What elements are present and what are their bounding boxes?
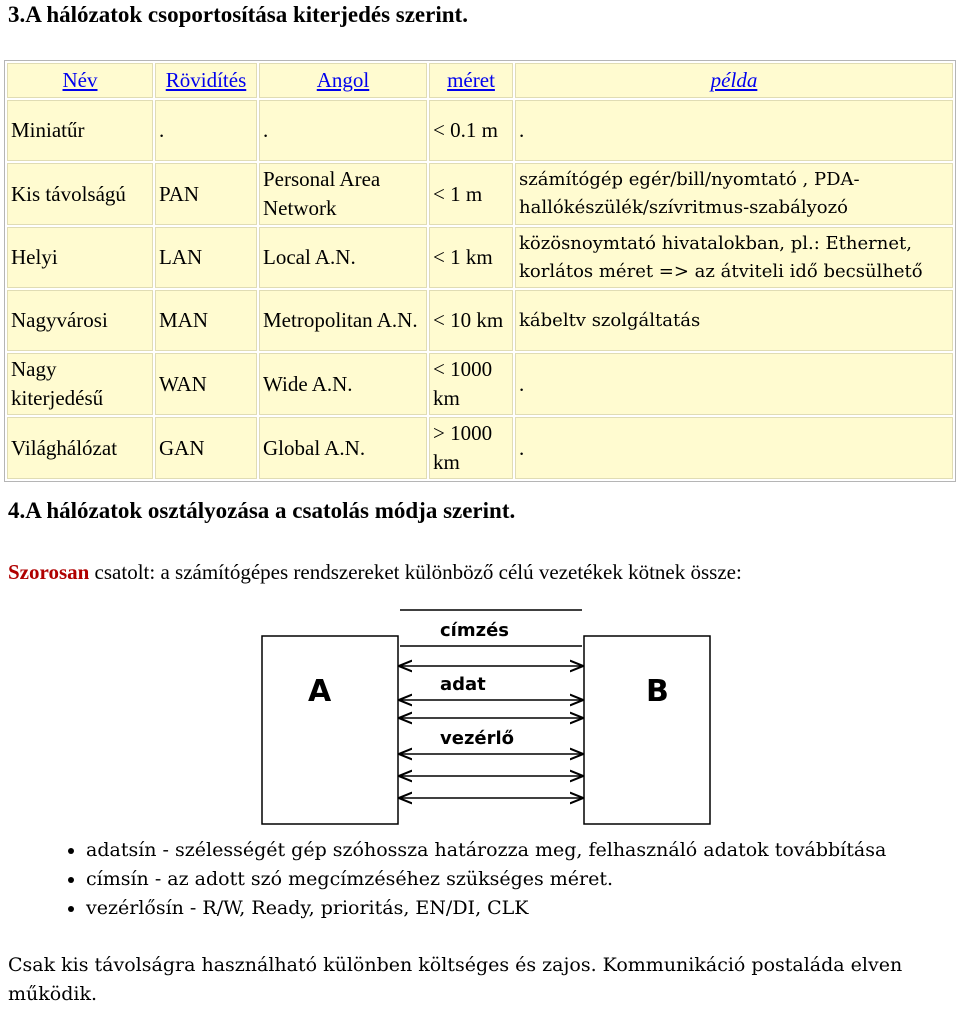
cell-size: < 10 km — [429, 290, 513, 351]
cell-example: számítógép egér/bill/nyomtató , PDA-hallókészülék/szívritmus-szabályozó — [515, 163, 953, 225]
section-4-title: 4.A hálózatok osztályozása a csatolás módja szerint. — [8, 498, 516, 523]
intro-text: csatolt: a számítógépes rendszereket különböző célú vezetékek kötnek össze: — [89, 560, 742, 584]
header-english[interactable] — [259, 63, 427, 98]
table-row — [7, 227, 953, 288]
box-a — [262, 636, 398, 824]
table-row — [7, 353, 953, 415]
list-item: • címsín - az adott szó megcímzéséhez szükséges méret. — [86, 865, 886, 894]
cell-example: kábeltv szolgáltatás — [515, 290, 953, 351]
list-item: • adatsín - szélességét gép szóhossza határozza meg, felhasználó adatok továbbítása — [86, 836, 886, 865]
header-size-link[interactable]: méret — [447, 68, 495, 92]
box-a-label: A — [308, 674, 332, 709]
bus-diagram — [232, 602, 716, 830]
cell-english: Wide A.N. — [259, 353, 427, 415]
cell-size: > 1000 km — [429, 417, 513, 479]
header-abbr-link[interactable]: Rövidítés — [165, 68, 247, 92]
cell-example: . — [515, 417, 953, 479]
cell-english: Local A.N. — [259, 227, 427, 288]
list-item: • vezérlősín - R/W, Ready, prioritás, EN/DI, CLK — [86, 894, 886, 923]
intro-paragraph — [8, 560, 742, 585]
table-row — [7, 290, 953, 351]
table-row — [7, 417, 953, 479]
cell-abbr: . — [155, 100, 257, 161]
intro-bold: Szorosan — [8, 560, 90, 584]
table-row — [7, 163, 953, 225]
cell-abbr: MAN — [155, 290, 257, 351]
bus-label-address: címzés — [440, 620, 509, 641]
cell-english: Metropolitan A.N. — [259, 290, 427, 351]
box-b — [584, 636, 710, 824]
box-b-label: B — [646, 674, 669, 709]
header-english-link[interactable]: Angol — [316, 68, 370, 92]
cell-example: . — [515, 353, 953, 415]
bus-label-control: vezérlő — [440, 728, 515, 749]
cell-english: Personal Area Network — [259, 163, 427, 225]
cell-name: Helyi — [7, 227, 153, 288]
header-abbr[interactable] — [155, 63, 257, 98]
cell-size: < 1 m — [429, 163, 513, 225]
bus-label-data: adat — [440, 674, 486, 695]
header-example[interactable] — [515, 63, 953, 98]
network-table — [4, 60, 956, 482]
cell-english: . — [259, 100, 427, 161]
section-3-title: 3.A hálózatok csoportosítása kiterjedés szerint. — [8, 2, 468, 27]
cell-abbr: LAN — [155, 227, 257, 288]
table-header-row — [7, 63, 953, 98]
closing-paragraph: Csak kis távolságra használható különben költséges és zajos. Kommunikáció postaláda elven működik. — [8, 954, 903, 1005]
header-name-link[interactable]: Név — [62, 68, 98, 92]
table-row — [7, 100, 953, 161]
cell-abbr: WAN — [155, 353, 257, 415]
cell-size: < 1 km — [429, 227, 513, 288]
cell-size: < 1000 km — [429, 353, 513, 415]
cell-example: . — [515, 100, 953, 161]
bus-bullet-list — [38, 836, 886, 923]
header-size[interactable] — [429, 63, 513, 98]
cell-name: Miniatűr — [7, 100, 153, 161]
cell-example: közösnoymtató hivatalokban, pl.: Ethernet, korlátos méret => az átviteli idő becsülhető — [515, 227, 953, 288]
cell-abbr: GAN — [155, 417, 257, 479]
cell-size: < 0.1 m — [429, 100, 513, 161]
cell-english: Global A.N. — [259, 417, 427, 479]
cell-name: Nagyvárosi — [7, 290, 153, 351]
cell-name: Kis távolságú — [7, 163, 153, 225]
header-name[interactable] — [7, 63, 153, 98]
cell-name: Nagy kiterjedésű — [7, 353, 153, 415]
cell-abbr: PAN — [155, 163, 257, 225]
header-example-link[interactable]: példa — [710, 68, 758, 92]
cell-name: Világhálózat — [7, 417, 153, 479]
